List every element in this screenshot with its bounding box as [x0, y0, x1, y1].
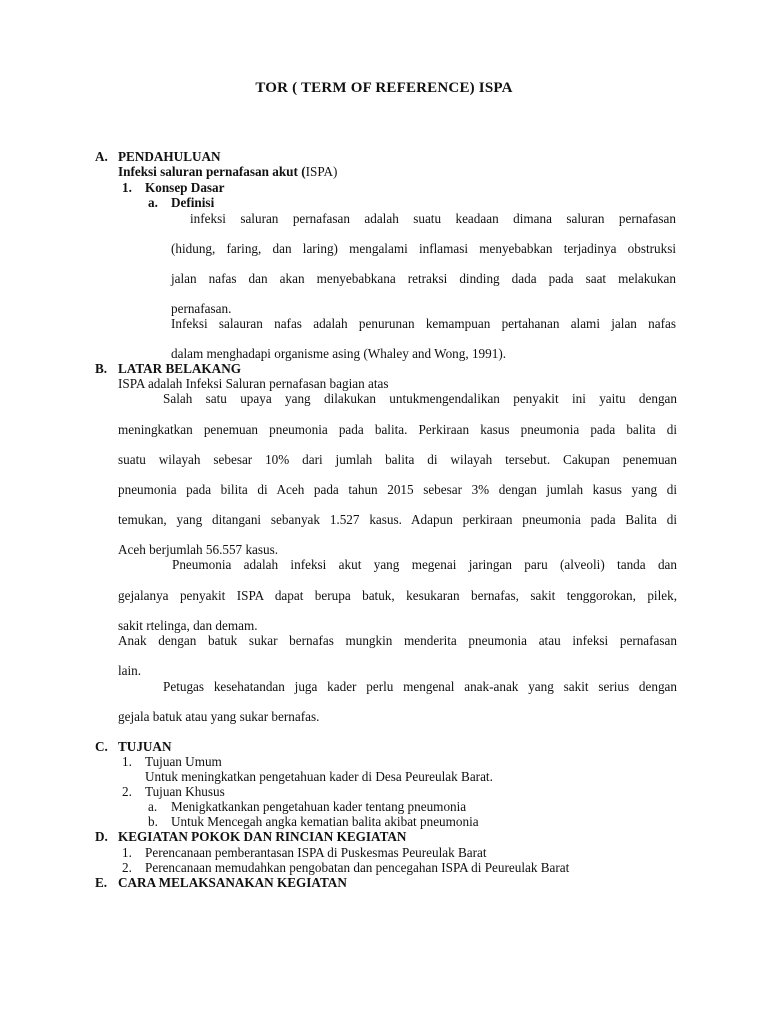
section-c-heading: TUJUAN: [118, 739, 172, 754]
section-a-heading: PENDAHULUAN: [118, 149, 221, 164]
goal-2-label: Tujuan Khusus: [145, 784, 225, 799]
item-1-marker: 1.: [122, 180, 132, 195]
item-a-marker: a.: [148, 195, 158, 210]
background-line: pneumonia pada bilita di Aceh pada tahun 2015 sebesar 3% dengan jumlah kasus yang di: [118, 482, 677, 497]
definition-line: infeksi saluran pernafasan adalah suatu keadaan dimana saluran pernafasan: [190, 211, 676, 226]
definition-line: jalan nafas dan akan menyebabkana retraksi dinding dada pada saat melakukan: [171, 271, 676, 286]
section-b-marker: B.: [95, 361, 108, 376]
background-line: ISPA adalah Infeksi Saluran pernafasan bagian atas: [118, 376, 389, 391]
background-line: sakit rtelinga, dan demam.: [118, 618, 258, 633]
background-line: gejala batuk atau yang sukar bernafas.: [118, 709, 320, 724]
goal-2a-text: Menigkatkankan pengetahuan kader tentang pneumonia: [171, 799, 467, 814]
activity-1-marker: 1.: [122, 845, 132, 860]
subheading-bold: Infeksi saluran pernafasan akut (: [118, 164, 306, 179]
background-line: Anak dengan batuk sukar bernafas mungkin menderita pneumonia atau infeksi pernafasan: [118, 633, 677, 648]
goal-2a-marker: a.: [148, 799, 158, 814]
definition-line: pernafasan.: [171, 301, 232, 316]
section-a-marker: A.: [95, 149, 108, 164]
activity-2-marker: 2.: [122, 860, 132, 875]
section-d-heading: KEGIATAN POKOK DAN RINCIAN KEGIATAN: [118, 829, 407, 844]
goal-1-marker: 1.: [122, 754, 132, 769]
item-1-label: Konsep Dasar: [145, 180, 225, 195]
section-d-marker: D.: [95, 829, 108, 844]
goal-1-label: Tujuan Umum: [145, 754, 222, 769]
section-e-marker: E.: [95, 875, 108, 890]
item-a-label: Definisi: [171, 195, 215, 210]
background-line: suatu wilayah sebesar 10% dari jumlah balita di wilayah tersebut. Cakupan penemuan: [118, 452, 677, 467]
section-e-heading: CARA MELAKSANAKAN KEGIATAN: [118, 875, 347, 890]
section-b-heading: LATAR BELAKANG: [118, 361, 241, 376]
background-line: temukan, yang ditangani sebanyak 1.527 kasus. Adapun perkiraan pneumonia pada Balita di: [118, 512, 677, 527]
document-title: TOR ( TERM OF REFERENCE) ISPA: [255, 80, 513, 96]
activity-2-text: Perencanaan memudahkan pengobatan dan pencegahan ISPA di Peureulak Barat: [145, 860, 570, 875]
definition-line: Infeksi salauran nafas adalah penurunan kemampuan pertahanan alami jalan nafas: [171, 316, 676, 331]
background-line: Pneumonia adalah infeksi akut yang megenai jaringan paru (alveoli) tanda dan: [172, 557, 677, 572]
definition-line: (hidung, faring, dan laring) mengalami inflamasi menyebabkan terjadinya obstruksi: [171, 241, 676, 256]
activity-1-text: Perencanaan pemberantasan ISPA di Puskesmas Peureulak Barat: [145, 845, 487, 860]
goal-2b-marker: b.: [148, 814, 158, 829]
definition-line: dalam menghadapi organisme asing (Whaley and Wong, 1991).: [171, 346, 507, 361]
section-c-marker: C.: [95, 739, 108, 754]
background-line: Aceh berjumlah 56.557 kasus.: [118, 542, 279, 557]
background-line: gejalanya penyakit ISPA dapat berupa batuk, kesukaran bernafas, sakit tenggorokan, pilek,: [118, 588, 677, 603]
goal-2b-text: Untuk Mencegah angka kematian balita akibat pneumonia: [171, 814, 479, 829]
background-line: Salah satu upaya yang dilakukan untukmengendalikan penyakit ini yaitu dengan: [163, 391, 677, 406]
subheading-rest: ISPA): [305, 164, 338, 179]
background-line: meningkatkan penemuan pneumonia pada balita. Perkiraan kasus pneumonia pada balita di: [118, 422, 677, 437]
background-line: Petugas kesehatandan juga kader perlu mengenal anak-anak yang sakit serius dengan: [163, 679, 677, 694]
section-a-subheading: [118, 164, 337, 180]
background-line: lain.: [118, 663, 142, 678]
goal-1-text: Untuk meningkatkan pengetahuan kader di Desa Peureulak Barat.: [145, 769, 493, 784]
goal-2-marker: 2.: [122, 784, 132, 799]
